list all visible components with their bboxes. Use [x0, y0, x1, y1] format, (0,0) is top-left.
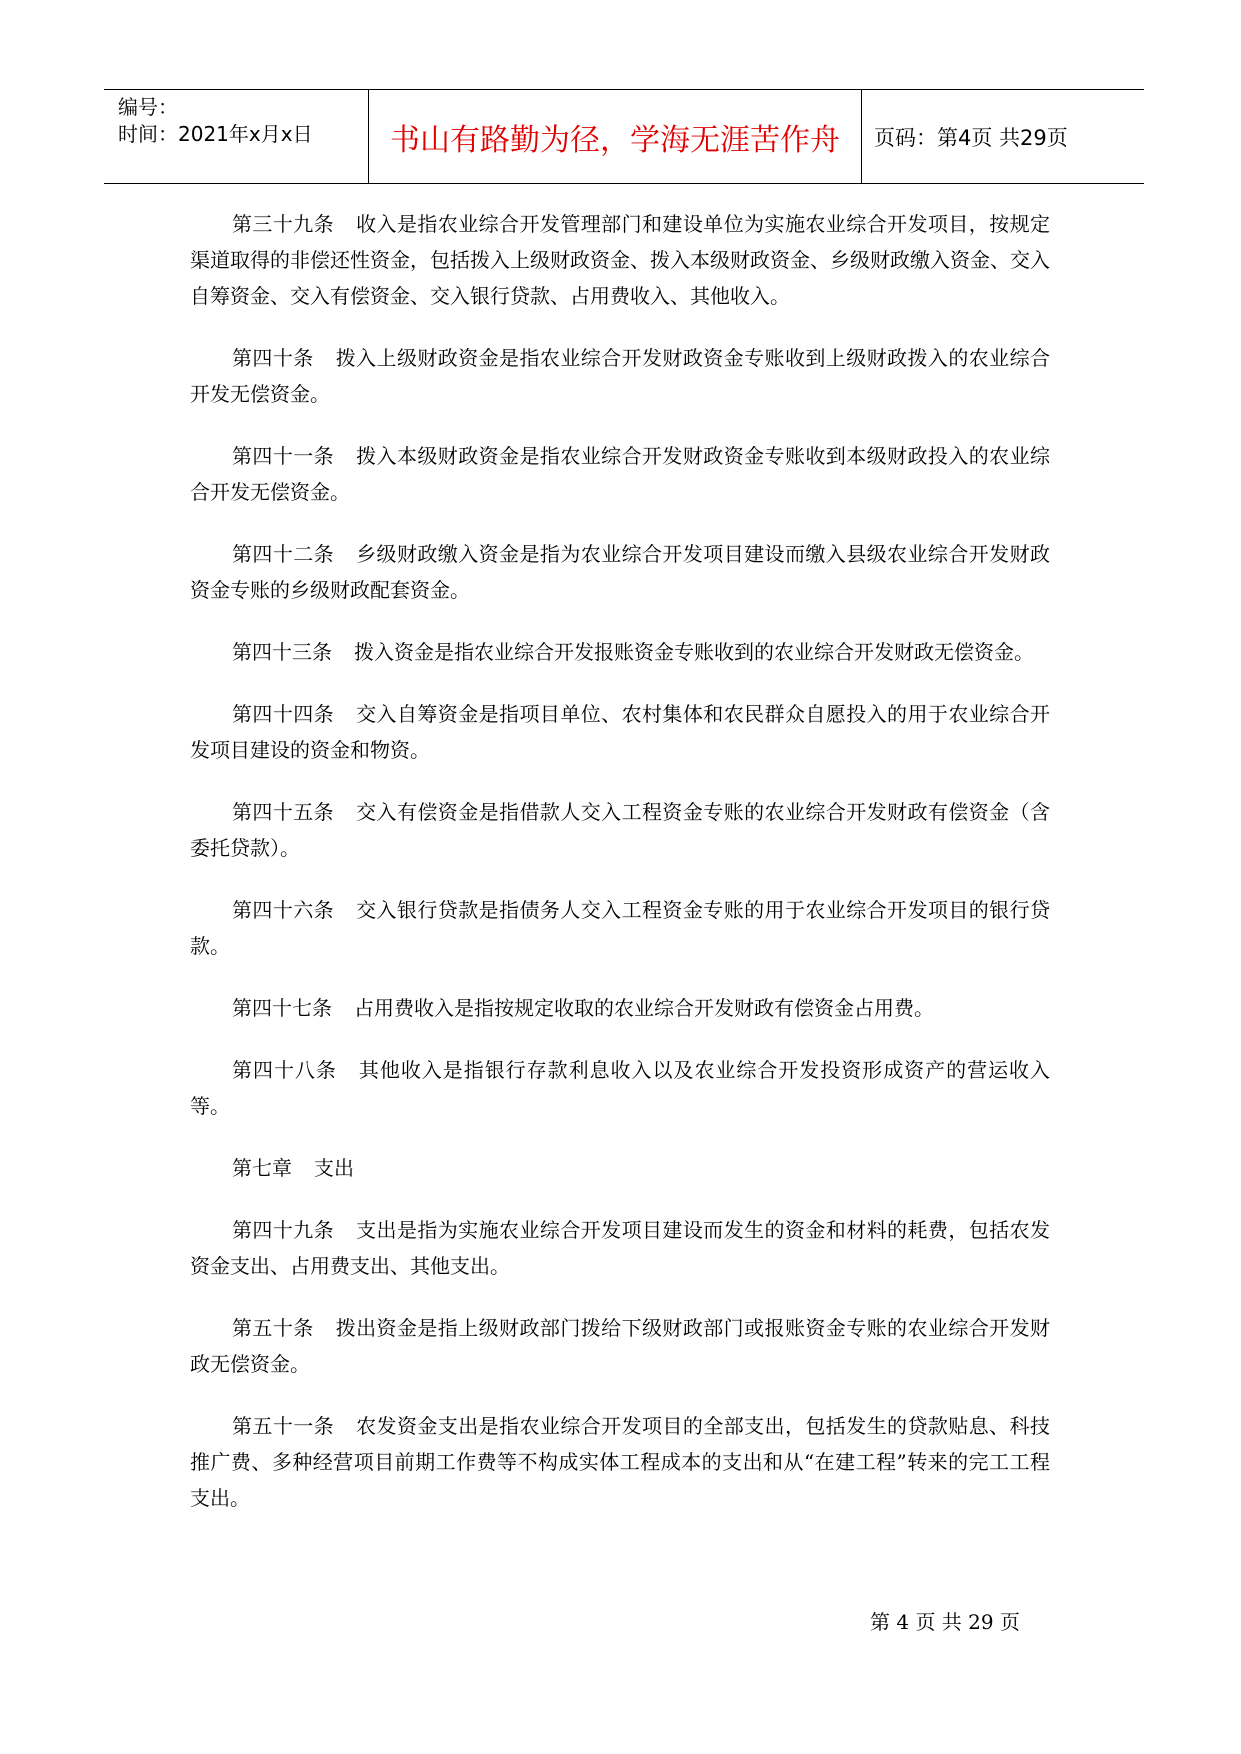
- article-paragraph: [190, 536, 1050, 608]
- article-number: 第四十一条: [232, 444, 335, 468]
- article-text: 交入银行贷款是指债务人交入工程资金专账的用于农业综合开发项目的银行贷款。: [190, 898, 1051, 958]
- chapter-title: 支出: [314, 1156, 354, 1180]
- article-paragraph: [190, 1052, 1050, 1124]
- article-number: 第五十条: [232, 1316, 314, 1340]
- article-number: 第四十三条: [232, 640, 332, 664]
- header-motto: 书山有路勤为径，学海无涯苦作舟: [390, 122, 840, 158]
- time-label: 时间：2021年x月x日: [118, 122, 313, 146]
- article-paragraph: [190, 1212, 1050, 1284]
- article-paragraph: [190, 634, 1050, 670]
- article-text: 收入是指农业综合开发管理部门和建设单位为实施农业综合开发项目，按规定渠道取得的非偿还性资金，包括拨入上级财政资金、拨入本级财政资金、乡级财政缴入资金、交入自筹资金、交入有偿资金、交入银行贷款、占用费收入、其他收入。: [190, 212, 1051, 308]
- page-footer: 第 4 页 共 29 页: [870, 1610, 1020, 1634]
- page-header: [104, 89, 1144, 184]
- article-paragraph: [190, 1408, 1050, 1516]
- article-paragraph: [190, 1310, 1050, 1382]
- header-page-info: 页码：第4页 共29页: [874, 125, 1068, 150]
- header-meta: [118, 94, 368, 148]
- article-number: 第四十五条: [232, 800, 335, 824]
- article-number: 第三十九条: [232, 212, 335, 236]
- article-paragraph: [190, 892, 1050, 964]
- article-number: 第四十四条: [232, 702, 335, 726]
- article-paragraph: [190, 794, 1050, 866]
- chapter-number: 第七章: [232, 1156, 292, 1180]
- article-number: 第四十八条: [232, 1058, 337, 1082]
- article-text: 乡级财政缴入资金是指为农业综合开发项目建设而缴入县级农业综合开发财政资金专账的乡级财政配套资金。: [190, 542, 1051, 602]
- number-label: 编号：: [118, 95, 178, 119]
- article-number: 第四十六条: [232, 898, 335, 922]
- article-paragraph: [190, 438, 1050, 510]
- article-paragraph: [190, 206, 1050, 314]
- header-divider: [861, 90, 862, 183]
- article-text: 其他收入是指银行存款利息收入以及农业综合开发投资形成资产的营运收入等。: [190, 1058, 1051, 1118]
- article-paragraph: [190, 696, 1050, 768]
- article-paragraph: [190, 990, 1050, 1026]
- article-text: 农发资金支出是指农业综合开发项目的全部支出，包括发生的贷款贴息、科技推广费、多种经营项目前期工作费等不构成实体工程成本的支出和从“在建工程”转来的完工工程支出。: [190, 1414, 1051, 1510]
- document-body: [190, 206, 1050, 1542]
- article-text: 交入自筹资金是指项目单位、农村集体和农民群众自愿投入的用于农业综合开发项目建设的资金和物资。: [190, 702, 1051, 762]
- article-text: 拨入上级财政资金是指农业综合开发财政资金专账收到上级财政拨入的农业综合开发无偿资金。: [190, 346, 1051, 406]
- article-number: 第四十九条: [232, 1218, 335, 1242]
- article-text: 交入有偿资金是指借款人交入工程资金专账的农业综合开发财政有偿资金（含委托贷款）。: [190, 800, 1051, 860]
- article-number: 第五十一条: [232, 1414, 335, 1438]
- article-paragraph: [190, 340, 1050, 412]
- article-number: 第四十七条: [232, 996, 332, 1020]
- chapter-heading: [190, 1150, 1050, 1186]
- article-text: 支出是指为实施农业综合开发项目建设而发生的资金和材料的耗费，包括农发资金支出、占用费支出、其他支出。: [190, 1218, 1051, 1278]
- article-text: 拨入本级财政资金是指农业综合开发财政资金专账收到本级财政投入的农业综合开发无偿资金。: [190, 444, 1051, 504]
- article-number: 第四十条: [232, 346, 314, 370]
- article-text: 占用费收入是指按规定收取的农业综合开发财政有偿资金占用费。: [354, 996, 934, 1020]
- article-text: 拨出资金是指上级财政部门拨给下级财政部门或报账资金专账的农业综合开发财政无偿资金。: [190, 1316, 1051, 1376]
- article-number: 第四十二条: [232, 542, 335, 566]
- article-text: 拨入资金是指农业综合开发报账资金专账收到的农业综合开发财政无偿资金。: [354, 640, 1034, 664]
